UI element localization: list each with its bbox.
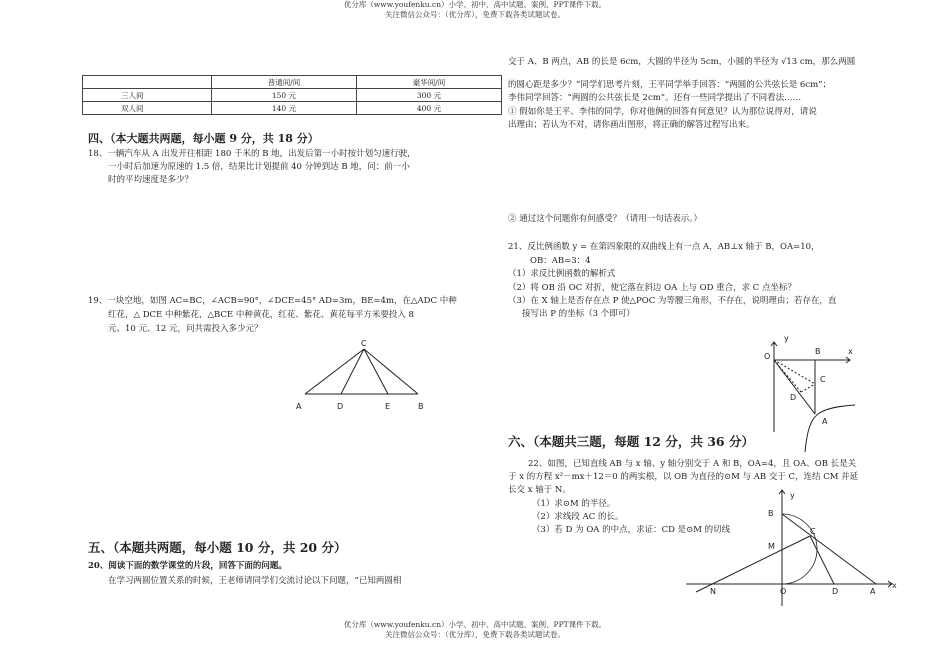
table-cell: 400 元	[357, 102, 502, 115]
q18-line: 一小时后加速为原速的 1.5 倍，结果比计划提前 40 分钟到达 B 地，问：前一小	[108, 162, 410, 172]
q22-line: 22、如图，已知直线 AB 与 x 轴、y 轴分别交于 A 和 B，OA=4，且 OA、OB 长是关	[528, 459, 857, 469]
label-y: y	[784, 334, 789, 343]
q18-line: 时的平均速度是多少？	[108, 175, 194, 185]
q21-line: OB：AB=3：4	[530, 256, 591, 266]
table-cell: 140 元	[212, 102, 357, 115]
table-row	[83, 89, 502, 102]
triangle-figure	[290, 336, 440, 416]
q18-line: 18、一辆汽车从 A 出发开往相距 180 千米的 B 地，出发后第一小时按计划匀速行驶，	[88, 149, 416, 159]
table-header-cell: 普通间/间	[212, 76, 357, 89]
q21-line: （3）在 X 轴上是否存在点 P 使△POC 为等腰三角形，不存在，说明理由；若存在，直	[508, 296, 837, 306]
label-x: x	[892, 581, 897, 590]
q21-line: （2）将 OB 沿 OC 对折，使它落在斜边 OA 上与 OD 重合，求 C 点坐标？	[508, 283, 797, 293]
table-cell: 双人间	[83, 102, 212, 115]
table-header-row	[83, 76, 502, 89]
q22-line: （3）若 D 为 OA 的中点，求证：CD 是⊙M 的切线	[532, 525, 731, 535]
label-y: y	[790, 491, 795, 500]
label-a: A	[822, 417, 828, 426]
q22-line: （2）求线段 AC 的长。	[532, 512, 624, 522]
header-line-2: 关注微信公众号：（优分库），免费下载各类试题试卷。	[385, 10, 565, 19]
q21-line: （1）求反比例函数的解析式	[508, 269, 616, 279]
label-c: C	[820, 375, 826, 384]
q19-line: 红花，△ DCE 中种紫花，△BCE 中种黄花，红花、紫花、黄花每平方米要投入 8	[108, 310, 414, 320]
label-b: B	[418, 402, 424, 411]
footer-line-1: 优分库（www.youfenku.cn）小学、初中、高中试题、案例、PPT课件下载。	[343, 620, 607, 629]
q19-line: 19、一块空地，如图 AC=BC，∠ACB=90°，∠DCE=45° AD=3m，BE=4m，在△ADC 中种	[88, 296, 457, 306]
q20-line: 的圆心距是多少？”同学们思考片刻，王平同学举手回答：“两圆的公共弦长是 6cm”；	[508, 80, 831, 90]
label-c: C	[810, 527, 816, 536]
q20-line: 交于 A、B 两点，AB 的长是 6cm，大圆的半径为 5cm，小圆的半径为 √13 cm，那么两圆	[508, 57, 856, 67]
section-4-title: 四、（本大题共两题，每小题 9 分，共 18 分）	[88, 132, 319, 145]
q20-title: 20、阅读下面的数学课堂的片段，回答下面的问题。	[88, 561, 287, 571]
table-cell: 三人间	[83, 89, 212, 102]
label-a: A	[870, 587, 876, 596]
label-o: O	[780, 587, 787, 596]
label-x: x	[848, 347, 853, 356]
label-a: A	[296, 402, 302, 411]
table-row	[83, 102, 502, 115]
price-table	[82, 75, 502, 115]
q22-line: 于 x 的方程 x²－mx＋12＝0 的两实根，以 OB 为直径的⊙M 与 AB 交于 C，连结 CM 并延	[508, 472, 859, 482]
q20-part-2: ② 通过这个问题你有何感受？（请用一句话表示。）	[508, 214, 702, 224]
table-cell: 300 元	[357, 89, 502, 102]
table-header-cell	[83, 76, 212, 89]
label-d: D	[790, 393, 797, 402]
label-b: B	[768, 509, 774, 518]
label-d: D	[832, 587, 839, 596]
label-b: B	[815, 347, 821, 356]
q21-line: 21、反比例函数 y = 在第四象限的双曲线上有一点 A，AB⊥x 轴于 B，OA=10，	[508, 242, 820, 252]
footer-line-2: 关注微信公众号：（优分库），免费下载各类试题试卷。	[385, 630, 565, 639]
label-c: C	[361, 339, 367, 348]
q20-line: 李伟同学回答：“两圆的公共弦长是 2cm”。还有一些同学提出了不同看法……	[508, 93, 802, 103]
section-5-title: 五、（本题共两题，每小题 10 分，共 20 分）	[88, 540, 347, 555]
hyperbola-figure	[760, 332, 870, 457]
q22-line: （1）求⊙M 的半径。	[532, 499, 616, 509]
label-n: N	[710, 587, 716, 596]
label-m: M	[768, 542, 775, 551]
section-6-title: 六、（本题共三题，每题 12 分，共 36 分）	[508, 434, 754, 449]
table-header-cell: 豪华间/间	[357, 76, 502, 89]
label-o: O	[764, 352, 771, 361]
q19-line: 元、10 元、12 元，问共需投入多少元？	[108, 324, 263, 334]
header-line-1: 优分库（www.youfenku.cn）小学、初中、高中试题、案例、PPT课件下载。	[343, 0, 607, 9]
q20-line: ① 假如你是王平、李伟的同学，你对他俩的回答有何意见？认为那位说得对，请说	[508, 107, 817, 117]
table-cell: 150 元	[212, 89, 357, 102]
q21-line: 接写出 P 的坐标（3 个即可）	[522, 309, 635, 319]
q20-intro: 在学习两圆位置关系的时候，王老师请同学们交流讨论以下问题，“已知两圆相	[108, 576, 402, 586]
q20-line: 出理由；若认为不对，请你画出图形，将正确的解答过程写出来。	[508, 120, 755, 130]
label-e: E	[385, 402, 391, 411]
circle-figure	[686, 486, 902, 608]
label-d: D	[337, 402, 344, 411]
q22-line: 长交 x 轴于 N。	[508, 485, 571, 495]
